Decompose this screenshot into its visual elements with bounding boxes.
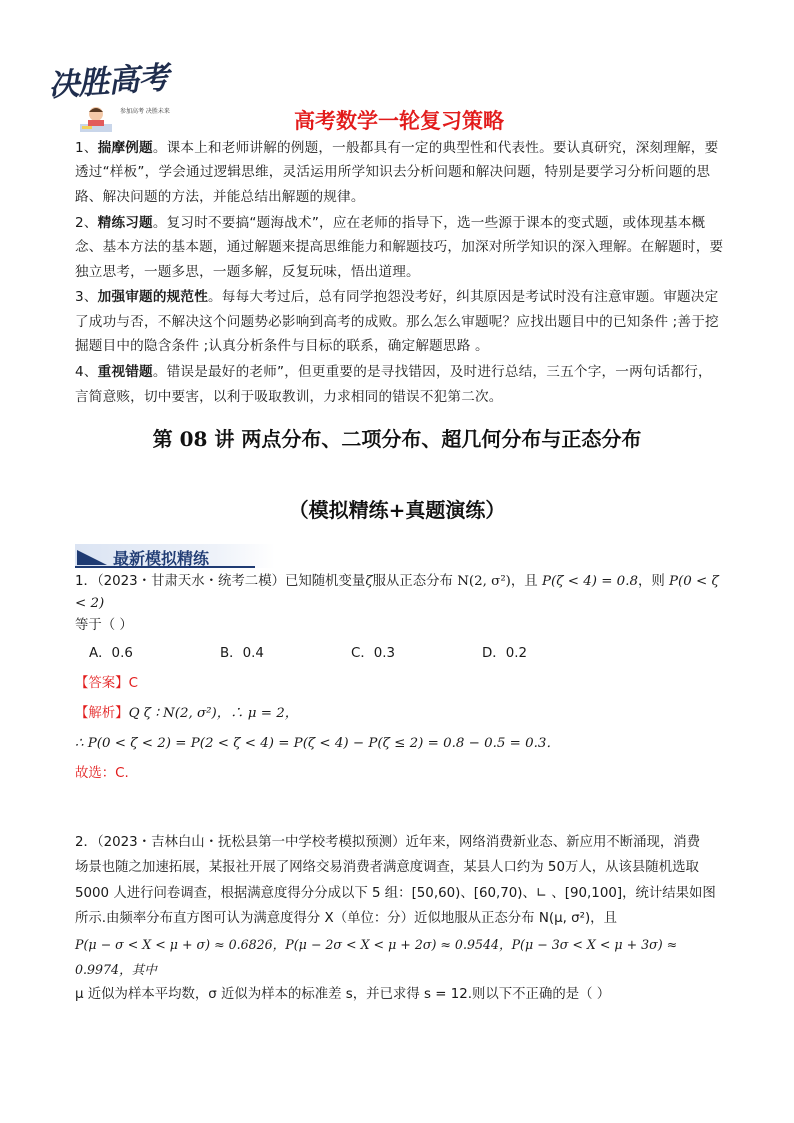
logo-slogan: 参加高考 决胜未来 (120, 108, 170, 115)
question-2-line: 所示.由频率分布直方图可认为满意度得分 X（单位：分）近似地服从正态分布 N(μ, σ²)，且 (75, 911, 617, 927)
strategy-item: 4、重视错题。错误是最好的老师”，但更重要的是寻找错因，及时进行总结，三五个字，一两句话都行，言简意赅，切中要害，以利于吸取教训，力求相同的错误不犯第二次。 (75, 364, 712, 405)
answer: 【答案】C (75, 676, 138, 691)
strategy-list (75, 136, 725, 410)
analysis: 【解析】Q ζ ∶ N(2, σ²)，∴ μ = 2， (75, 706, 299, 721)
choice-c: C．0.3 (351, 646, 396, 661)
question-2-line: μ 近似为样本平均数，σ 近似为样本的标准差 s，并已求得 s = 12.则以下不正确的是（ ） (75, 987, 611, 1003)
question-2-line: 5000 人进行问卷调查，根据满意度得分分成以下 5 组：[50,60)、[60,70)、∟ 、[90,100]，统计结果如图 (75, 885, 716, 901)
lecture-title: 第 08 讲 两点分布、二项分布、超几何分布与正态分布 (152, 427, 642, 451)
strategy-item: 2、精练习题。复习时不要搞“题海战术”，应在老师的指导下，选一些源于课本的变式题，或体现基本概念、基本方法的基本题，通过解题来提高思维能力和解题技巧，加深对所学知识的深入理解。在解题时，要独立思考，一题多思，一题多解，反复玩味，悟出道理。 (75, 214, 724, 280)
choice-list (89, 643, 725, 665)
strategy-item: 3、加强审题的规范性。每每大考过后，总有同学抱怨没考好，纠其原因是考试时没有注意审题。审题决定了成功与否，不解决这个问题势必影响到高考的成败。那么怎么审题呢？应找出题目中的已知条件 ;善于挖掘题目中的隐含条件 ;认真分析条件与目标的联系，确定解题思路 。 (75, 289, 719, 355)
section-header (75, 544, 275, 570)
question-1 (75, 571, 725, 785)
question-1-line2: 等于（ ） (75, 618, 133, 633)
strategy-item: 1、揣摩例题。课本上和老师讲解的例题，一般都具有一定的典型性和代表性。要认真研究，深刻理解，要透过“样板”，学会通过逻辑思维，灵活运用所学知识去分析问题和解决问题，特别是要学习分析问题的思路、解决问题的方法，并能总结出解题的规律。 (75, 140, 719, 205)
strategy-title: 高考数学一轮复习策略 (294, 109, 504, 133)
choice-b: B．0.4 (220, 646, 264, 661)
choice-d: D．0.2 (482, 646, 527, 661)
question-2-line: P(μ − σ < X < μ + σ) ≈ 0.6826，P(μ − 2σ < X < μ + 2σ) ≈ 0.9544，P(μ − 3σ < X < μ + 3σ) ≈ 0.9974，其中 (75, 936, 678, 978)
question-2-line: 场景也随之加速拓展，某报社开展了网络交易消费者满意度调查，某县人口约为 50万人，从该县随机选取 (75, 860, 699, 876)
section-label: 最新模拟精练 (113, 549, 210, 568)
conclusion: 故选：C. (75, 766, 129, 781)
question-1-stem: 1．（2023・甘肃天水・统考二模）已知随机变量ζ服从正态分布 N(2, σ²)，且 P(ζ < 4) = 0.8，则 P(0 < ζ < 2) (75, 574, 719, 611)
analysis-derivation: ∴ P(0 < ζ < 2) = P(2 < ζ < 4) = P(ζ < 4) − P(ζ ≤ 2) = 0.8 − 0.5 = 0.3． (75, 736, 560, 751)
choice-a: A．0.6 (89, 646, 133, 661)
question-2-line: 2．（2023・吉林白山・抚松县第一中学校考模拟预测）近年来，网络消费新业态、新应用不断涌现，消费 (75, 835, 701, 850)
section-marker-icon (77, 550, 107, 565)
logo-text: 决胜高考 (47, 59, 170, 105)
lecture-subtitle: （模拟精练+真题演练） (288, 498, 506, 522)
question-2 (75, 830, 725, 1008)
